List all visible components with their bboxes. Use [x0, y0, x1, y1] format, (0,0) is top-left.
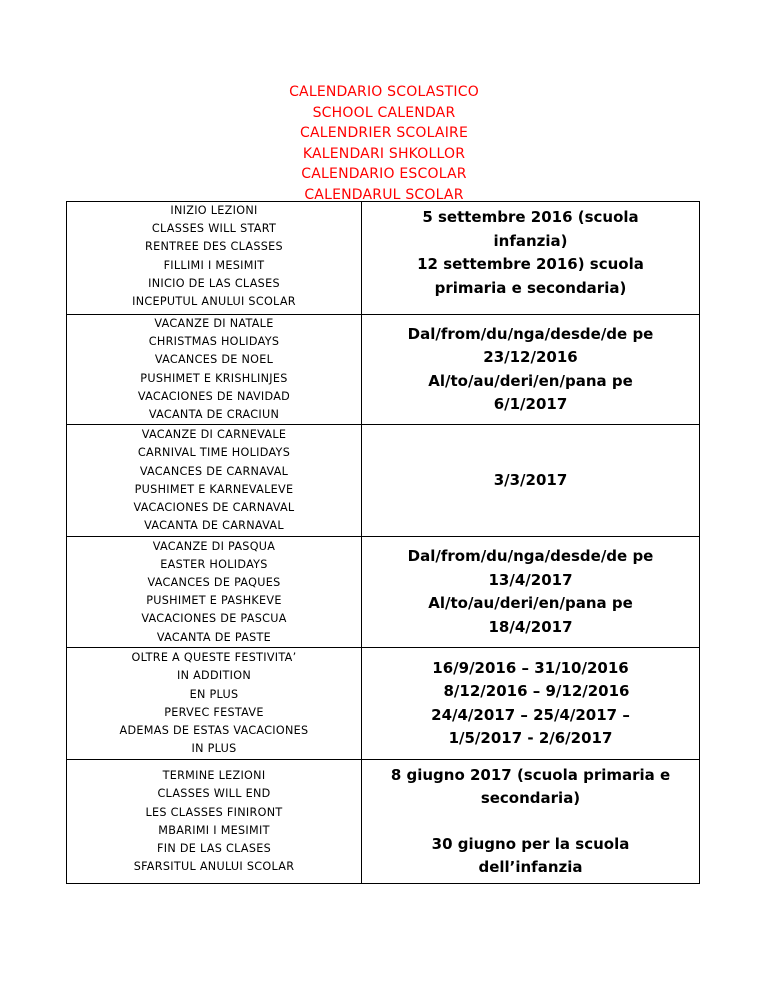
table-row-end [67, 760, 700, 884]
label-line: CHRISTMAS HOLIDAYS [148, 335, 280, 349]
date-line: 18/4/2017 [488, 617, 573, 636]
label-line: VACACIONES DE PASCUA [141, 612, 287, 626]
date-line: primaria e secondaria) [434, 278, 627, 297]
title-italian: CALENDARIO SCOLASTICO [289, 84, 479, 100]
calendar-titles [0, 82, 768, 205]
label-line: PERVEC FESTAVE [164, 705, 264, 719]
date-line: Al/to/au/deri/en/pana pe [428, 371, 633, 390]
table-row-additional [67, 648, 700, 760]
label-line: MBARIMI I MESIMIT [158, 823, 270, 837]
label-line: SFARSITUL ANULUI SCOLAR [133, 860, 295, 874]
table-row-christmas [67, 315, 700, 425]
label-cell-christmas [67, 315, 362, 425]
label-line: VACANZE DI NATALE [154, 317, 274, 330]
label-line: VACANTA DE CARNAVAL [144, 519, 284, 533]
value-cell-start [362, 202, 700, 315]
label-line: VACANTA DE PASTE [156, 630, 272, 644]
label-line: VACACIONES DE NAVIDAD [137, 389, 291, 403]
date-line: 24/4/2017 – 25/4/2017 – [431, 705, 630, 724]
label-line: VACANZE DI PASQUA [152, 539, 276, 553]
date-line: 12 settembre 2016) scuola [417, 255, 644, 273]
date-line: 30 giugno per la scuola [431, 834, 630, 853]
date-line: infanzia) [493, 231, 568, 250]
label-line: VACANTA DE CRACIUN [148, 408, 280, 422]
value-cell-carnival [362, 425, 700, 537]
label-cell-end [67, 760, 362, 884]
label-line: TERMINE LEZIONI [162, 769, 266, 783]
label-cell-easter [67, 537, 362, 648]
label-line: VACACIONES DE CARNAVAL [133, 500, 295, 514]
label-line: OLTRE A QUESTE FESTIVITA’ [131, 651, 297, 665]
date-line: 13/4/2017 [488, 570, 573, 589]
label-line: PUSHIMET E PASHKEVE [146, 594, 282, 608]
title-romanian: CALENDARUL SCOLAR [304, 186, 464, 203]
label-cell-carnival [67, 425, 362, 537]
label-line: ADEMAS DE ESTAS VACACIONES [119, 723, 309, 737]
date-line: 3/3/2017 [493, 470, 568, 489]
date-line: 5 settembre 2016 (scuola [422, 208, 639, 226]
date-line: 8/12/2016 – 9/12/2016 [443, 682, 630, 701]
label-line: FIN DE LAS CLASES [156, 841, 272, 855]
label-cell-start [67, 202, 362, 315]
label-line: VACANCES DE CARNAVAL [139, 464, 289, 478]
label-line: EASTER HOLIDAYS [160, 557, 268, 571]
label-line: EN PLUS [189, 687, 239, 701]
title-albanian: KALENDARI SHKOLLOR [302, 145, 466, 162]
label-line: VACANCES DE NOEL [154, 353, 274, 367]
date-line: Dal/from/du/nga/desde/de pe [407, 547, 654, 566]
title-spanish: CALENDARIO ESCOLAR [301, 166, 467, 182]
date-line: 8 giugno 2017 (scuola primaria e [390, 765, 671, 784]
school-calendar-table [66, 201, 700, 884]
label-line: INIZIO LEZIONI [170, 204, 258, 217]
date-line: Al/to/au/deri/en/pana pe [428, 594, 633, 613]
label-line: RENTREE DES CLASSES [145, 240, 283, 254]
title-french: CALENDRIER SCOLAIRE [299, 125, 468, 141]
label-line: VACANCES DE PAQUES [147, 576, 281, 590]
table-row-start [67, 202, 700, 315]
label-line: INICIO DE LAS CLASES [148, 276, 280, 290]
table-row-carnival [67, 425, 700, 537]
label-line: INCEPUTUL ANULUI SCOLAR [132, 295, 296, 309]
date-line: 6/1/2017 [493, 395, 568, 414]
label-line: PUSHIMET E KARNEVALEVE [134, 482, 294, 496]
label-line: PUSHIMET E KRISHLINJES [140, 371, 288, 385]
title-english: SCHOOL CALENDAR [312, 104, 456, 121]
value-cell-additional [362, 648, 700, 760]
label-cell-additional [67, 648, 362, 760]
date-line: 23/12/2016 [483, 348, 578, 367]
label-line: CARNIVAL TIME HOLIDAYS [137, 446, 291, 460]
value-cell-end [362, 760, 700, 884]
label-line: LES CLASSES FINIRONT [145, 805, 283, 819]
label-line: VACANZE DI CARNEVALE [141, 428, 287, 442]
date-line: dell’infanzia [478, 858, 583, 877]
date-line: 1/5/2017 - 2/6/2017 [448, 729, 613, 748]
value-cell-easter [362, 537, 700, 648]
date-line: secondaria) [480, 789, 581, 808]
label-line: IN ADDITION [176, 669, 251, 683]
value-cell-christmas [362, 315, 700, 425]
date-line: 16/9/2016 – 31/10/2016 [432, 658, 629, 677]
table-row-easter [67, 537, 700, 648]
date-line: Dal/from/du/nga/desde/de pe [407, 324, 654, 343]
label-line: CLASSES WILL END [157, 787, 271, 801]
label-line: FILLIMI I MESIMIT [163, 258, 265, 272]
label-line: CLASSES WILL START [151, 222, 277, 236]
label-line: IN PLUS [191, 742, 237, 756]
